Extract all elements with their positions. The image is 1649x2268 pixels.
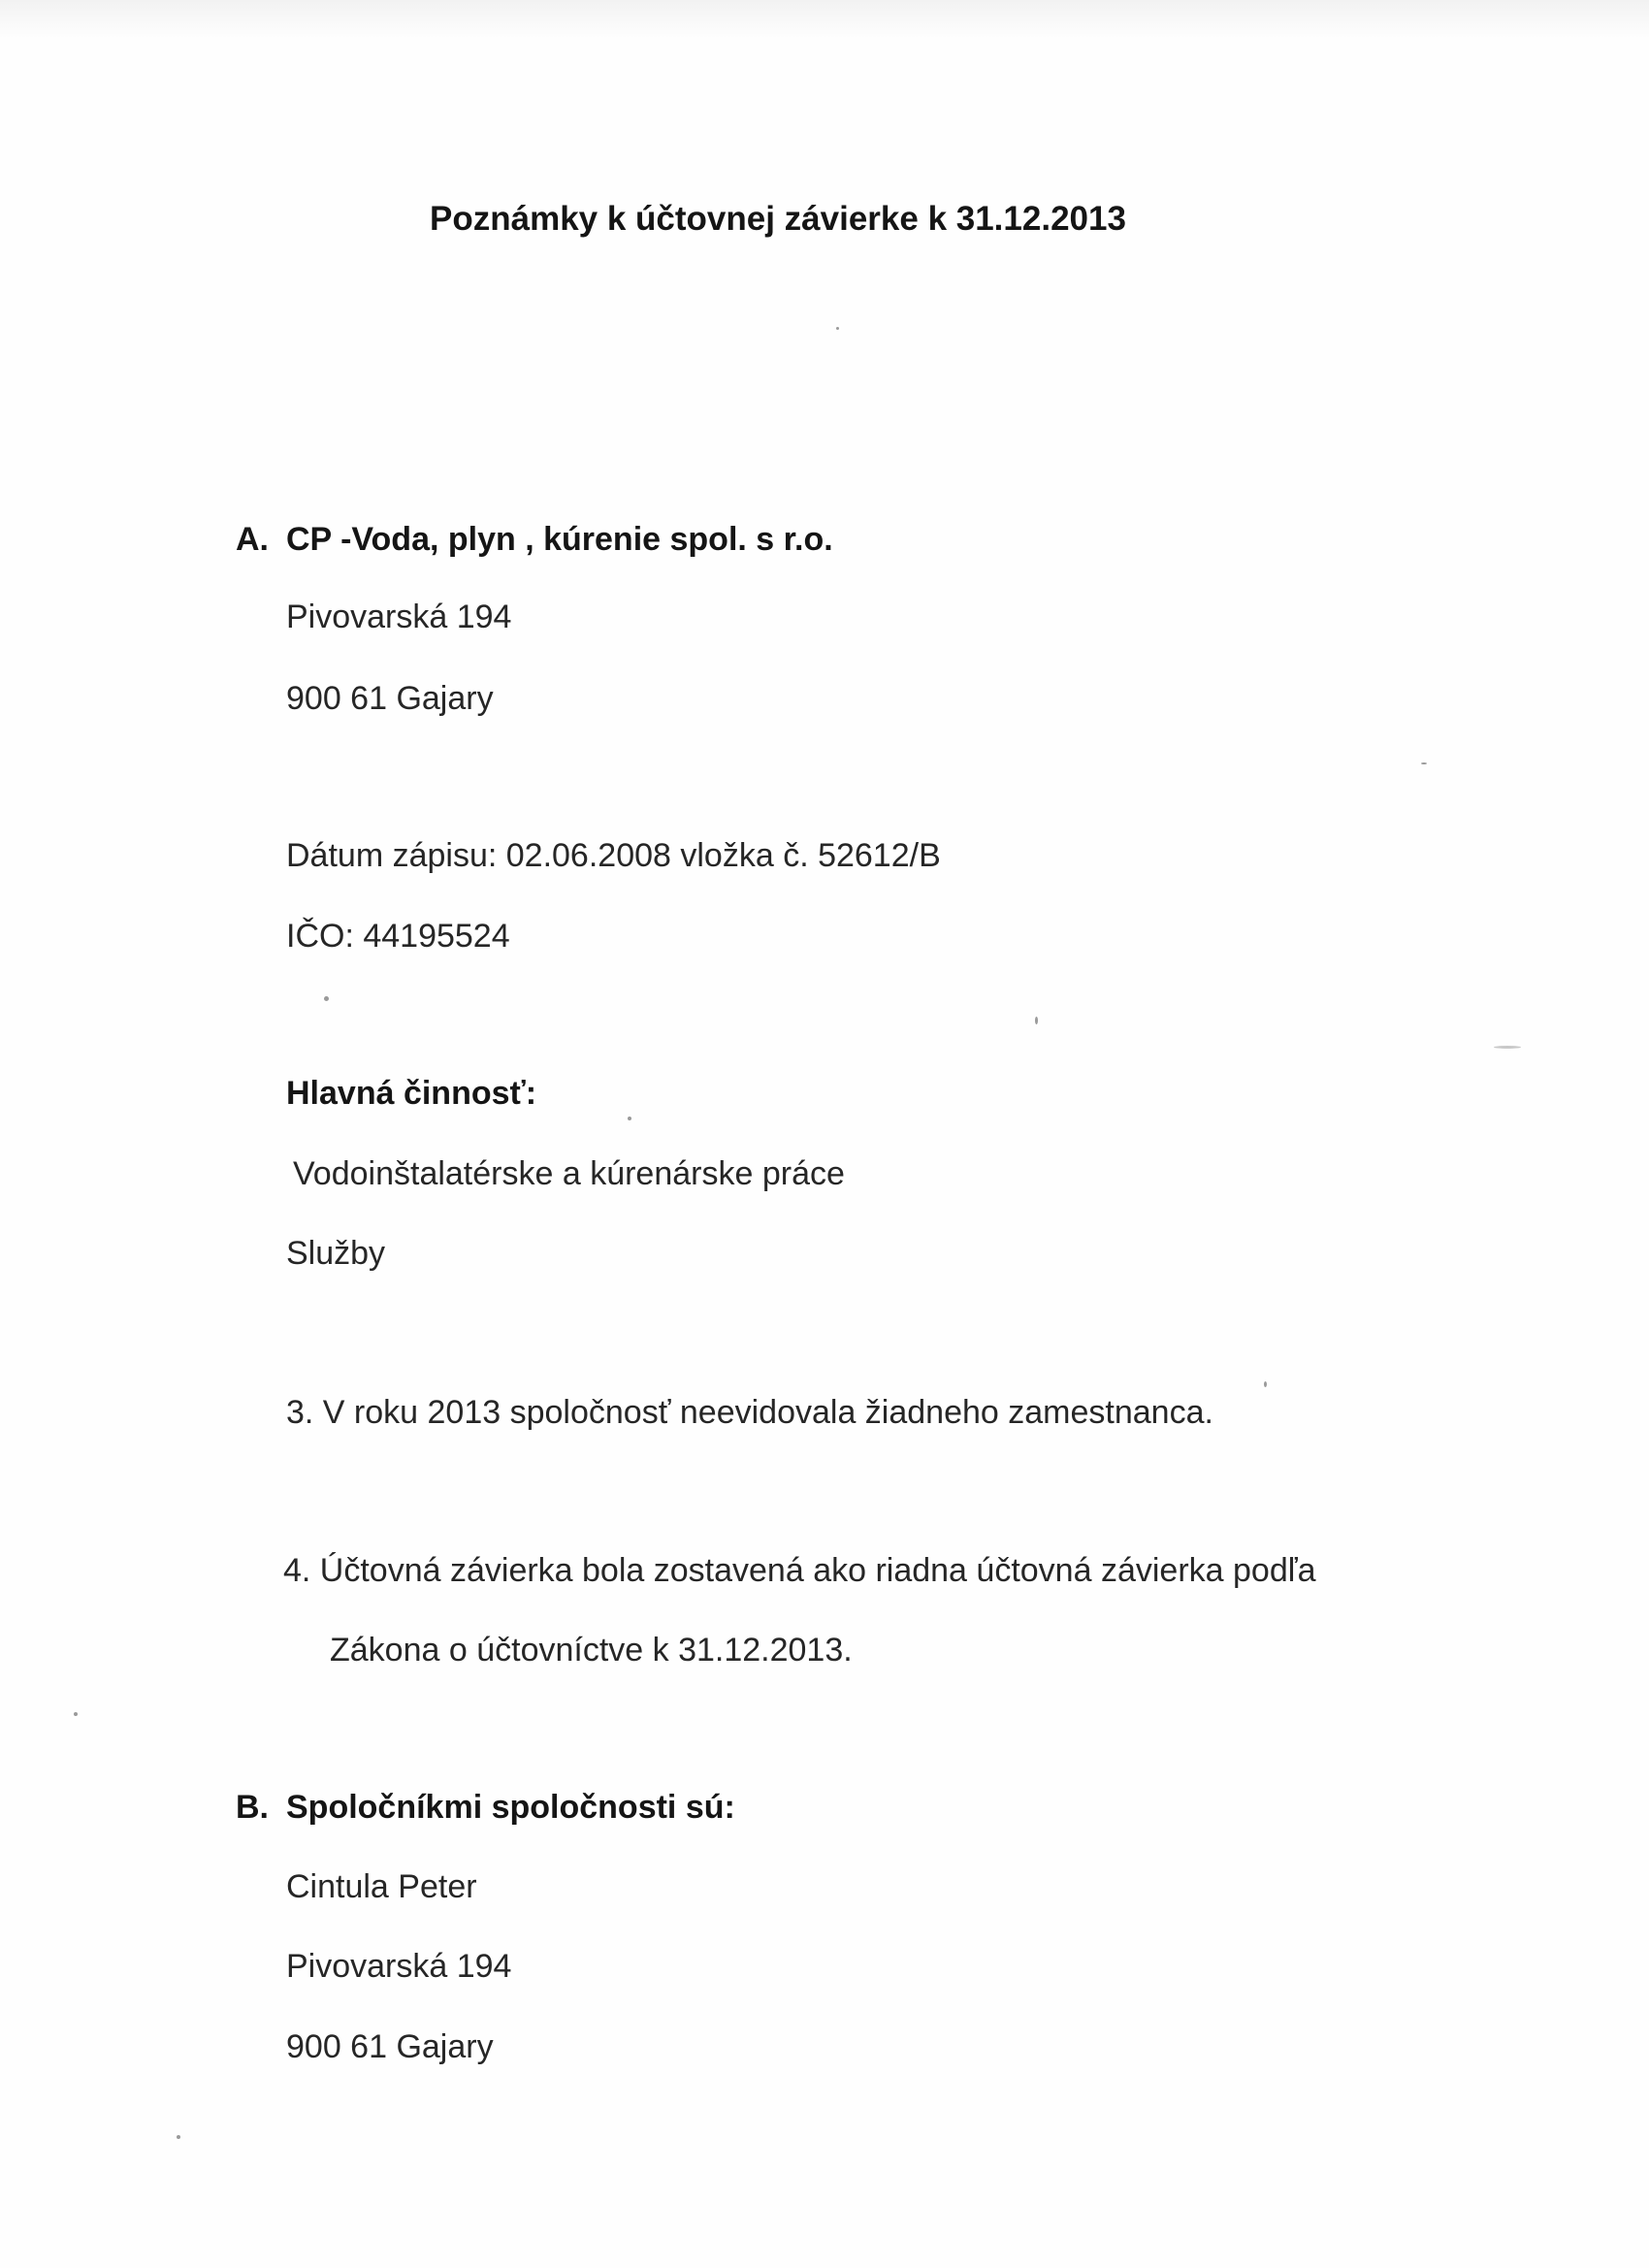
partner-city: 900 61 Gajary — [286, 2028, 494, 2065]
scan-edge-shadow — [0, 0, 1649, 39]
scan-speck — [74, 1712, 78, 1716]
note-financial-statement-line-1: 4. Účtovná závierka bola zostavená ako riadna účtovná závierka podľa — [283, 1552, 1316, 1589]
section-b-marker: B. — [236, 1789, 269, 1826]
company-city: 900 61 Gajary — [286, 680, 494, 717]
note-financial-statement-line-2: Zákona o účtovníctve k 31.12.2013. — [330, 1632, 853, 1669]
company-street: Pivovarská 194 — [286, 599, 512, 635]
scan-speck — [324, 996, 329, 1001]
document-title: Poznámky k účtovnej závierke k 31.12.2013 — [430, 200, 1126, 238]
partner-street: Pivovarská 194 — [286, 1948, 512, 1985]
activity-item: Služby — [286, 1235, 386, 1272]
scan-speck — [836, 327, 839, 330]
section-a-marker: A. — [236, 521, 269, 558]
section-a-company-name: CP -Voda, plyn , kúrenie spol. s r.o. — [286, 521, 833, 558]
scan-speck — [628, 1117, 631, 1120]
activity-item: Vodoinštalatérske a kúrenárske práce — [293, 1155, 845, 1192]
scan-speck — [1264, 1381, 1267, 1387]
registration-info: Dátum zápisu: 02.06.2008 vložka č. 52612/B — [286, 837, 941, 874]
scan-speck — [1035, 1017, 1038, 1024]
company-ico: IČO: 44195524 — [286, 918, 510, 955]
partner-name: Cintula Peter — [286, 1868, 477, 1905]
section-b-heading: Spoločníkmi spoločnosti sú: — [286, 1789, 735, 1826]
note-employees: 3. V roku 2013 spoločnosť neevidovala žiadneho zamestnanca. — [286, 1394, 1213, 1431]
scan-speck — [177, 2135, 180, 2139]
main-activity-heading: Hlavná činnosť: — [286, 1075, 537, 1112]
scan-speck — [1421, 762, 1427, 764]
scan-speck — [1494, 1046, 1521, 1049]
